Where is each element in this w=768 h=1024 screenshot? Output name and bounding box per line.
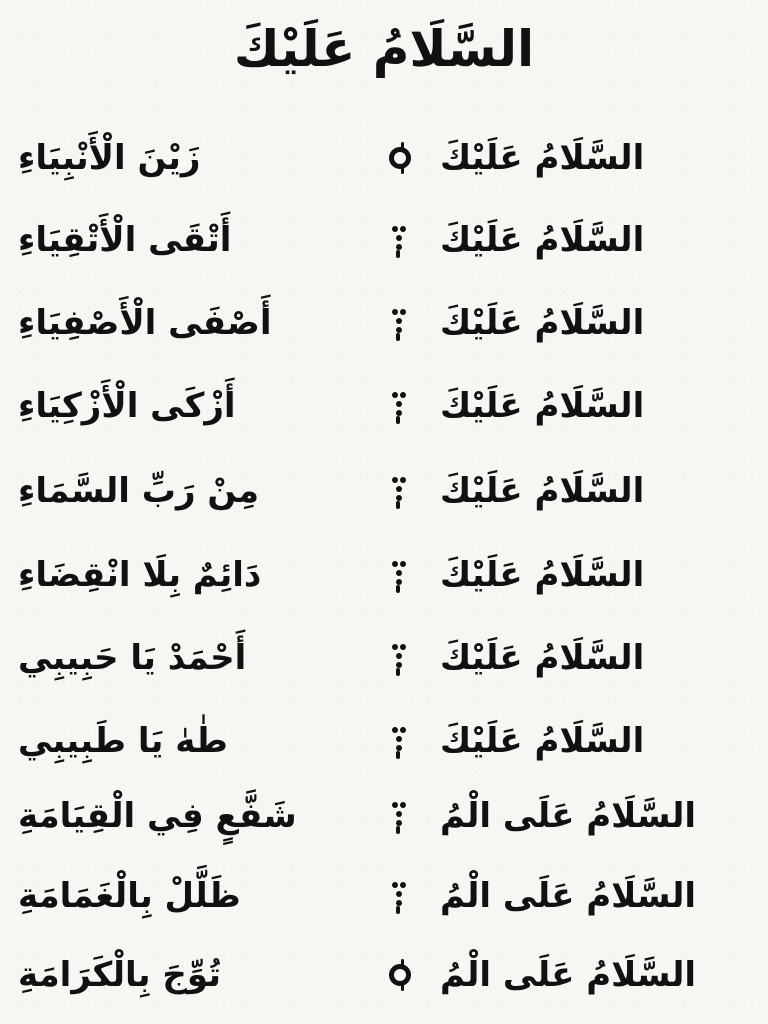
dots-icon bbox=[382, 856, 418, 936]
dots-icon bbox=[382, 451, 418, 531]
poem-line-11 bbox=[0, 935, 768, 1015]
line-right-text: السَّلَامُ عَلَى الْمُ bbox=[440, 876, 697, 916]
line-right-text: السَّلَامُ عَلَى الْمُ bbox=[440, 796, 697, 836]
dots-icon bbox=[382, 200, 418, 280]
poem-line-8 bbox=[0, 701, 768, 781]
line-left-text: أَتْقَى الْأَتْقِيَاءِ bbox=[18, 220, 232, 260]
page-title: السَّلَامُ عَلَيْكَ bbox=[233, 20, 535, 78]
line-left-text: طٰهٰ يَا طَبِيبِي bbox=[18, 721, 228, 761]
dots-icon bbox=[382, 366, 418, 446]
dots-icon bbox=[382, 776, 418, 856]
line-left-text: تُوِّجَ بِالْكَرَامَةِ bbox=[18, 955, 221, 995]
dots-icon bbox=[382, 618, 418, 698]
poem-line-4 bbox=[0, 366, 768, 446]
line-left-text: أَزْكَى الْأَزْكِيَاءِ bbox=[18, 386, 236, 426]
line-right-text: السَّلَامُ عَلَيْكَ bbox=[440, 386, 645, 426]
line-left-text: زَيْنَ الْأَنْبِيَاءِ bbox=[18, 138, 201, 178]
line-right-text: السَّلَامُ عَلَيْكَ bbox=[440, 555, 645, 595]
poem-line-7 bbox=[0, 618, 768, 698]
line-left-text: دَائِمٌ بِلَا انْقِضَاءِ bbox=[18, 555, 262, 595]
poem-line-3 bbox=[0, 283, 768, 363]
flower-icon bbox=[382, 118, 418, 198]
poem-line-6 bbox=[0, 535, 768, 615]
dots-icon bbox=[382, 701, 418, 781]
poem-line-10 bbox=[0, 856, 768, 936]
poem-line-1 bbox=[0, 118, 768, 198]
line-right-text: السَّلَامُ عَلَى الْمُ bbox=[440, 955, 697, 995]
line-right-text: السَّلَامُ عَلَيْكَ bbox=[440, 303, 645, 343]
line-right-text: السَّلَامُ عَلَيْكَ bbox=[440, 471, 645, 511]
line-left-text: أَصْفَى الْأَصْفِيَاءِ bbox=[18, 303, 272, 343]
line-right-text: السَّلَامُ عَلَيْكَ bbox=[440, 638, 645, 678]
flower-icon bbox=[382, 935, 418, 1015]
line-right-text: السَّلَامُ عَلَيْكَ bbox=[440, 721, 645, 761]
poem-line-2 bbox=[0, 200, 768, 280]
line-left-text: مِنْ رَبِّ السَّمَاءِ bbox=[18, 471, 260, 511]
line-left-text: أَحْمَدْ يَا حَبِيبِي bbox=[18, 638, 247, 678]
dots-icon bbox=[382, 535, 418, 615]
line-left-text: ظَلَّلْ بِالْغَمَامَةِ bbox=[18, 876, 241, 916]
dots-icon bbox=[382, 283, 418, 363]
poem-line-5 bbox=[0, 451, 768, 531]
line-right-text: السَّلَامُ عَلَيْكَ bbox=[440, 220, 645, 260]
poem-line-9 bbox=[0, 776, 768, 856]
line-right-text: السَّلَامُ عَلَيْكَ bbox=[440, 138, 645, 178]
line-left-text: شَفَّعٍ فِي الْقِيَامَةِ bbox=[18, 796, 297, 836]
